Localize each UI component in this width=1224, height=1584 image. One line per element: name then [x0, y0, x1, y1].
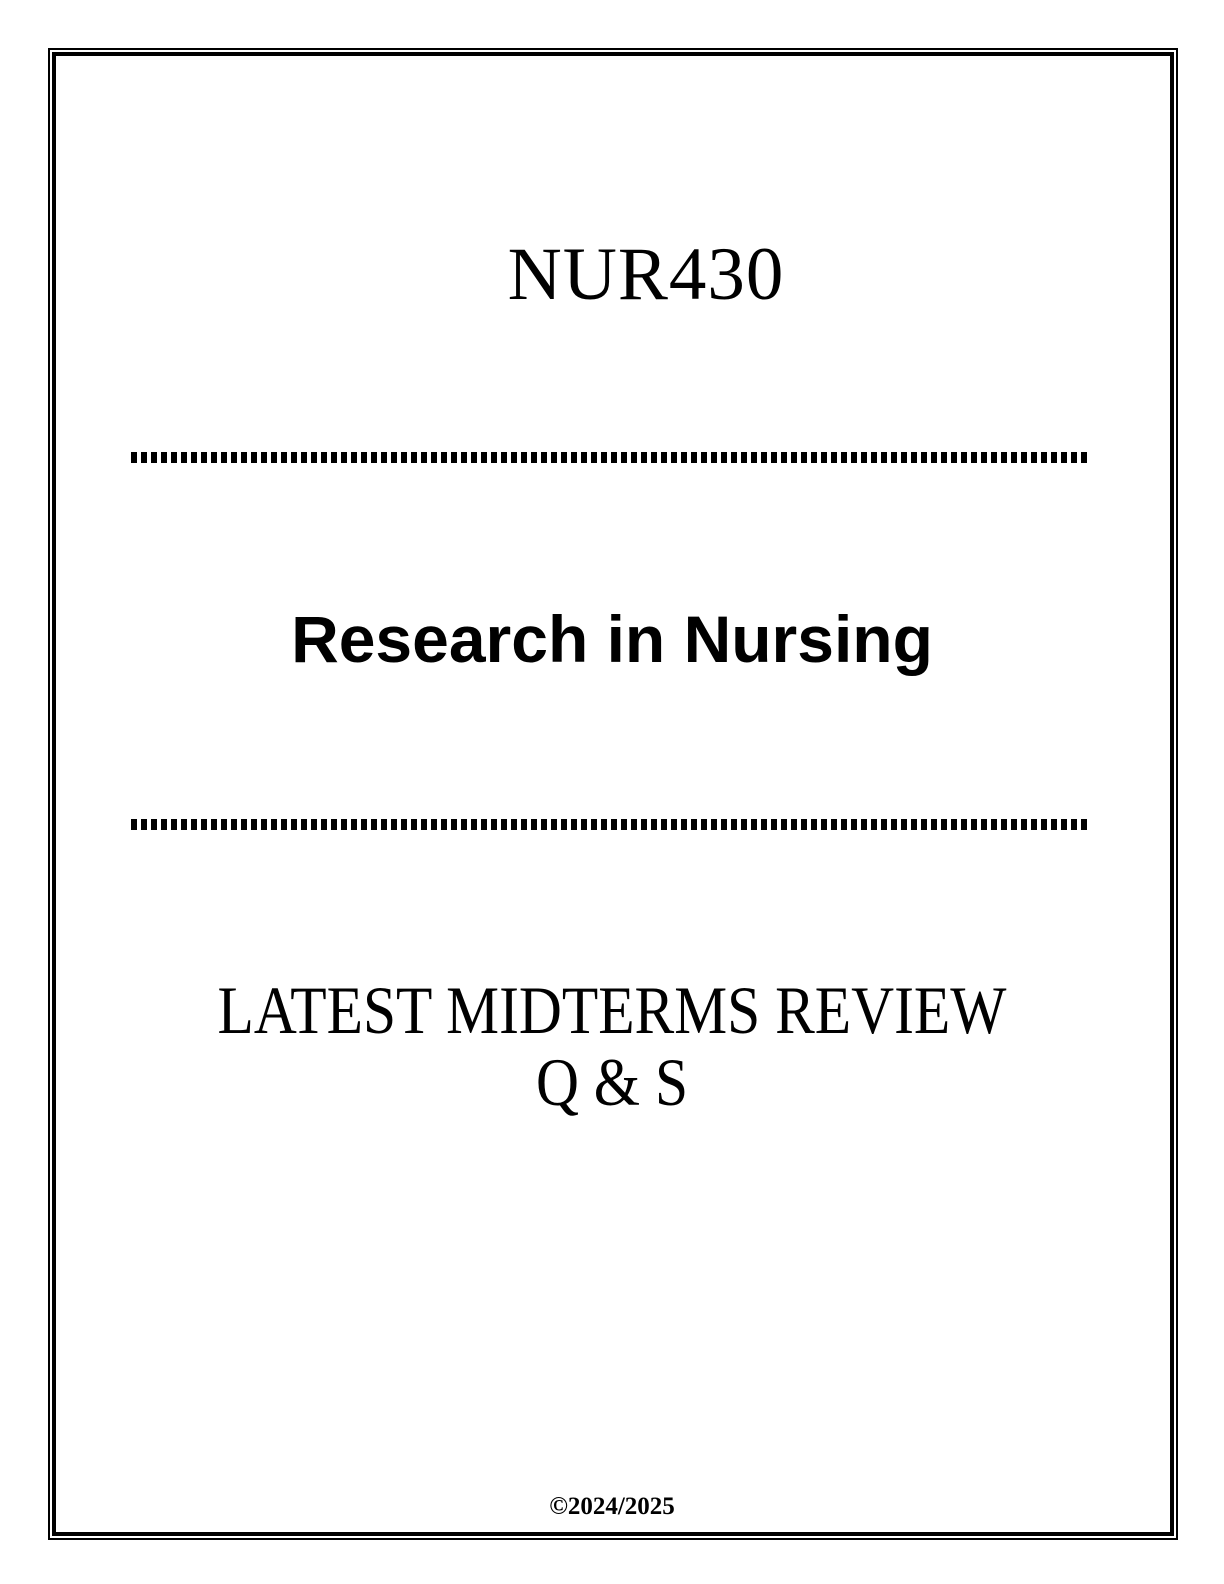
subtitle-line-1: LATEST MIDTERMS REVIEW	[217, 972, 1007, 1048]
document-title: Research in Nursing	[291, 602, 933, 676]
subtitle	[77, 974, 1148, 1118]
copyright-notice: ©2024/2025	[549, 1493, 675, 1520]
dotted-divider-top	[131, 452, 1091, 463]
course-code: NUR430	[507, 233, 785, 316]
dotted-divider-bottom	[131, 819, 1091, 830]
subtitle-line-2: Q & S	[535, 1044, 689, 1120]
